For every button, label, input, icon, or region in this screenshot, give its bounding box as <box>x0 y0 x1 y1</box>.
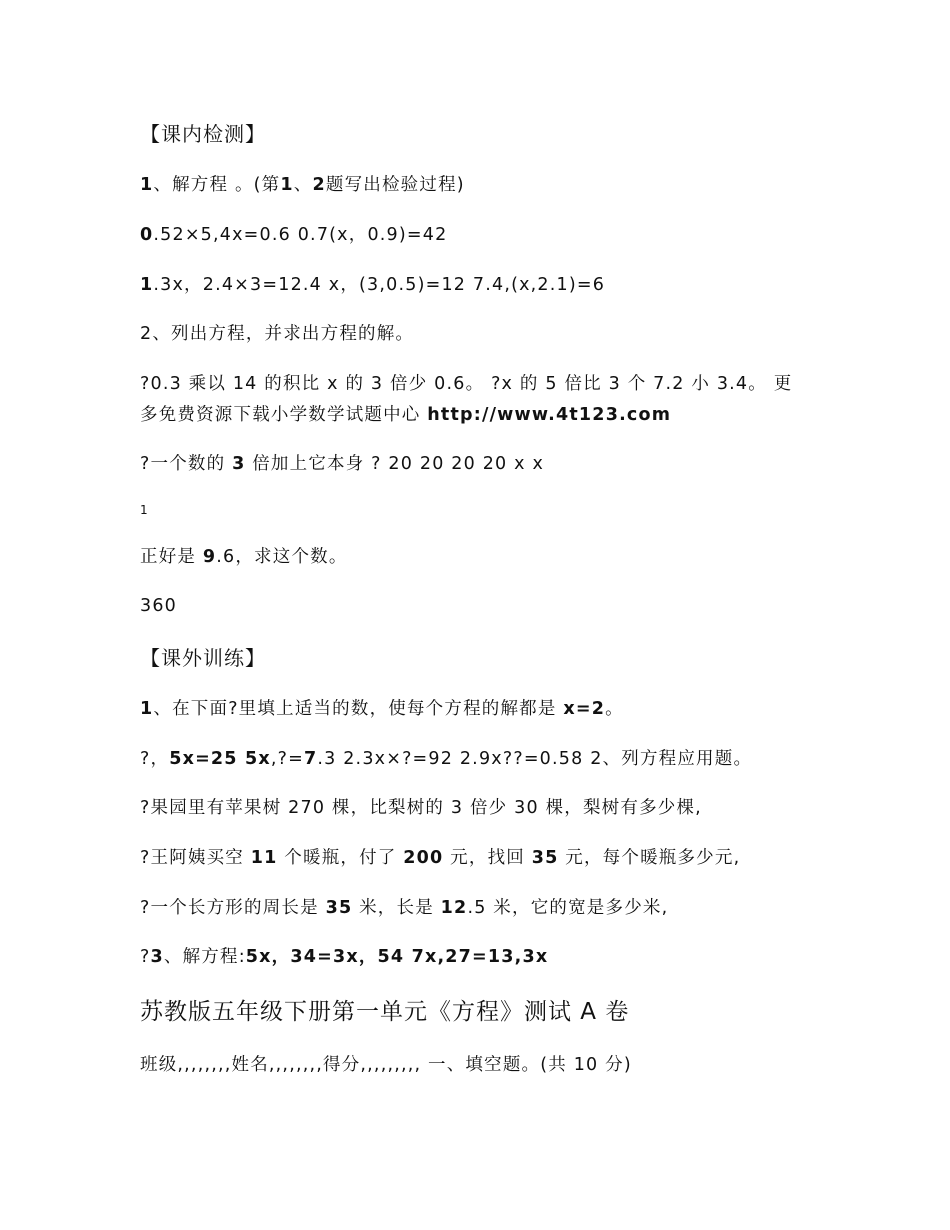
text: 元，找回 <box>450 848 525 868</box>
text: ?王阿姨买空 <box>140 848 244 868</box>
text-bold: 200 <box>403 848 444 868</box>
question-line-solve-equations <box>140 177 465 195</box>
student-info-line: 班级,,,,,,,,姓名,,,,,,,,得分,,,,,,,,, 一、填空题。(共 10 分) <box>140 1055 632 1075</box>
question-line-word-problems: ?0.3 乘以 14 的积比 x 的 3 倍少 0.6。 ?x 的 5 倍比 3 个 7.2 小 3.4。 更 <box>140 374 793 394</box>
text: 米，长是 <box>359 898 434 918</box>
text: 、解方程 。(第 <box>153 175 281 195</box>
text-bold: 7 <box>303 749 318 769</box>
text: 多免费资源下载小学数学试题中心 <box>140 405 421 425</box>
question-line-list-equations: 2、列出方程，并求出方程的解。 <box>140 324 415 344</box>
question-line-fill-boxes <box>140 701 624 719</box>
equation-line-3 <box>140 751 752 769</box>
text-bold: 2 <box>312 175 326 195</box>
word-problem-orchard: ?果园里有苹果树 270 棵，比梨树的 3 倍少 30 棵，梨树有多少棵, <box>140 798 702 818</box>
text-bold: 5x，34=3x，54 7x,27=13,3x <box>245 947 549 967</box>
text-bold: 1 <box>280 175 294 195</box>
word-problem-rectangle <box>140 900 668 918</box>
text-bold: 35 <box>531 848 559 868</box>
number-line-360: 360 <box>140 596 178 616</box>
text: .3 2.3x×?=92 2.9x??=0.58 2、列方程应用题。 <box>317 749 753 769</box>
text: 倍加上它本身 ? 20 20 20 20 x x <box>252 454 545 474</box>
website-link[interactable]: http://www.4t123.com <box>427 405 672 425</box>
equation-line-1 <box>140 227 447 245</box>
word-problem-thermos <box>140 850 740 868</box>
text-bold: 1 <box>140 699 154 719</box>
text-bold: 5x=25 5x <box>169 749 271 769</box>
text-bold: 12 <box>440 898 468 918</box>
question-line-number-times <box>140 456 544 474</box>
text-bold: 11 <box>250 848 278 868</box>
text: 、在下面?里填上适当的数，使每个方程的解都是 <box>153 699 557 719</box>
text: ?一个长方形的周长是 <box>140 898 319 918</box>
text: ?一个数的 <box>140 454 226 474</box>
page-number-marker: 1 <box>140 503 148 517</box>
text-bold: 3 <box>150 947 164 967</box>
text-bold: x=2 <box>563 699 606 719</box>
text-bold: 3 <box>232 454 246 474</box>
resource-line <box>140 407 671 425</box>
text-bold: 1 <box>140 175 154 195</box>
question-line-solve-equations-3 <box>140 949 548 967</box>
text: .6，求这个数。 <box>216 547 348 567</box>
text: ,?= <box>270 749 304 769</box>
question-line-find-number <box>140 549 348 567</box>
text: 、解方程: <box>163 947 246 967</box>
text: .5 米，它的宽是多少米, <box>467 898 669 918</box>
text: 元，每个暖瓶多少元, <box>565 848 741 868</box>
text-bold: 35 <box>325 898 353 918</box>
text: 题写出检验过程) <box>325 175 465 195</box>
text: 个暖瓶，付了 <box>284 848 397 868</box>
equation-line-2 <box>140 277 605 295</box>
text: 。 <box>605 699 624 719</box>
text: .3x，2.4×3=12.4 x，(3,0.5)=12 7.4,(x,2.1)=6 <box>153 275 606 295</box>
text-bold: 0 <box>140 225 154 245</box>
section-heading-extra-training: 【课外训练】 <box>140 646 266 670</box>
text-bold: 9 <box>202 547 217 567</box>
section-heading-in-class-test: 【课内检测】 <box>140 122 266 146</box>
text: ?， <box>140 749 170 769</box>
text: 、 <box>293 175 313 195</box>
text: .52×5,4x=0.6 0.7(x，0.9)=42 <box>153 225 448 245</box>
text: ? <box>140 947 151 967</box>
test-title: 苏教版五年级下册第一单元《方程》测试 A 卷 <box>140 999 630 1025</box>
text-bold: 1 <box>140 275 154 295</box>
text: 正好是 <box>140 547 197 567</box>
